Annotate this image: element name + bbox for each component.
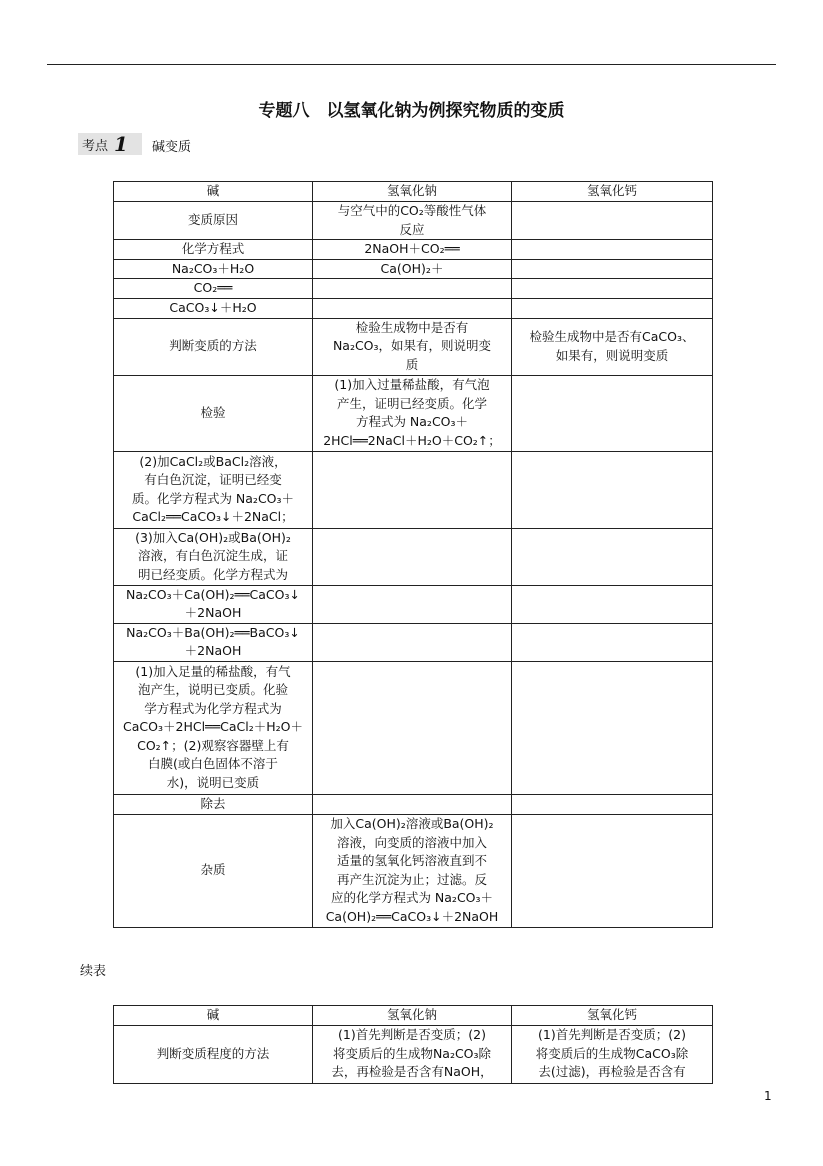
kaodian-title: 碱变质 xyxy=(152,140,192,155)
table-cell: 检验生成物中是否有CaCO₃、 如果有，则说明变质 xyxy=(512,318,713,375)
kaodian-badge xyxy=(78,133,142,155)
table-row xyxy=(114,528,713,585)
table-cell: (1)首先判断是否变质；(2) 将变质后的生成物Na₂CO₃除 去，再检验是否含有NaOH， xyxy=(313,1025,512,1083)
page-number: 1 xyxy=(764,1089,772,1103)
table-cell xyxy=(313,298,512,318)
table-cell: 加入Ca(OH)₂溶液或Ba(OH)₂ 溶液，向变质的溶液中加入 适量的氢氧化钙溶液直到不 再产生沉淀为止；过滤。反 应的化学方程式为 Na₂CO₃＋ Ca(OH)₂══CaCO₃↓＋2NaOH xyxy=(313,814,512,927)
table-row xyxy=(114,259,713,279)
table-cell xyxy=(512,298,713,318)
table-cell xyxy=(313,528,512,585)
header-cell: 氢氧化钠 xyxy=(313,182,512,202)
table-cell: 检验 xyxy=(114,375,313,451)
table-cell xyxy=(313,585,512,623)
table-row xyxy=(114,794,713,814)
table-cell xyxy=(512,279,713,299)
table-cell xyxy=(512,451,713,528)
table-cell: (1)首先判断是否变质；(2) 将变质后的生成物CaCO₃除 去(过滤)，再检验是否含有 xyxy=(512,1025,713,1083)
table-cell xyxy=(313,279,512,299)
table-row xyxy=(114,585,713,623)
table-cell xyxy=(512,528,713,585)
table-cell: 与空气中的CO₂等酸性气体 反应 xyxy=(313,202,512,240)
table-row xyxy=(114,318,713,375)
table-cell xyxy=(512,585,713,623)
header-rule xyxy=(47,64,776,65)
table-cell: 检验生成物中是否有 Na₂CO₃，如果有，则说明变 质 xyxy=(313,318,512,375)
table-cell: Ca(OH)₂＋ xyxy=(313,259,512,279)
table-cell xyxy=(313,623,512,661)
header-cell: 氢氧化钙 xyxy=(512,1006,713,1026)
table-cell xyxy=(313,661,512,794)
table-cell xyxy=(313,451,512,528)
header-cell: 氢氧化钠 xyxy=(313,1006,512,1026)
table-cell: 判断变质的方法 xyxy=(114,318,313,375)
table-cell xyxy=(512,623,713,661)
table-cell: 化学方程式 xyxy=(114,240,313,260)
table-cell xyxy=(512,814,713,927)
table-cell: Na₂CO₃＋H₂O xyxy=(114,259,313,279)
table-cell: (2)加CaCl₂或BaCl₂溶液， 有白色沉淀，证明已经变 质。化学方程式为 Na₂CO₃＋ CaCl₂══CaCO₃↓＋2NaCl； xyxy=(114,451,313,528)
table-row xyxy=(114,1025,713,1083)
table-row xyxy=(114,814,713,927)
kaodian-label: 考点 xyxy=(82,138,109,154)
table-header-row xyxy=(114,1006,713,1026)
table-cell: 杂质 xyxy=(114,814,313,927)
table-cell: CaCO₃↓＋H₂O xyxy=(114,298,313,318)
kaodian-number: 1 xyxy=(114,132,128,156)
table-cell: CO₂══ xyxy=(114,279,313,299)
table-cell xyxy=(512,202,713,240)
alkali-deterioration-table xyxy=(113,181,713,928)
table-cell: (1)加入过量稀盐酸，有气泡 产生，证明已经变质。化学 方程式为 Na₂CO₃＋ 2HCl══2NaCl＋H₂O＋CO₂↑； xyxy=(313,375,512,451)
alkali-deterioration-table-continued xyxy=(113,1005,713,1084)
table-cell: (1)加入足量的稀盐酸，有气 泡产生，说明已变质。化验 学方程式为化学方程式为 CaCO₃＋2HCl══CaCl₂＋H₂O＋ CO₂↑；(2)观察容器壁上有 白膜(或白色固体不溶于 水)，说明已变质 xyxy=(114,661,313,794)
table-cell: 2NaOH＋CO₂══ xyxy=(313,240,512,260)
table-row xyxy=(114,279,713,299)
table-row xyxy=(114,298,713,318)
table-cell: 除去 xyxy=(114,794,313,814)
continued-label: 续表 xyxy=(80,964,107,979)
header-cell: 氢氧化钙 xyxy=(512,182,713,202)
table-row xyxy=(114,202,713,240)
table-row xyxy=(114,375,713,451)
table-row xyxy=(114,451,713,528)
table-cell xyxy=(512,375,713,451)
table-cell: Na₂CO₃＋Ba(OH)₂══BaCO₃↓ ＋2NaOH xyxy=(114,623,313,661)
table-cell xyxy=(512,240,713,260)
table-cell xyxy=(313,794,512,814)
table-row xyxy=(114,623,713,661)
table-cell xyxy=(512,259,713,279)
page-title: 专题八 以氢氧化钠为例探究物质的变质 xyxy=(258,101,565,121)
header-cell: 碱 xyxy=(114,1006,313,1026)
table-cell: 变质原因 xyxy=(114,202,313,240)
table-row xyxy=(114,240,713,260)
table-header-row xyxy=(114,182,713,202)
table-cell xyxy=(512,661,713,794)
table-cell: Na₂CO₃＋Ca(OH)₂══CaCO₃↓ ＋2NaOH xyxy=(114,585,313,623)
header-cell: 碱 xyxy=(114,182,313,202)
table-cell: 判断变质程度的方法 xyxy=(114,1025,313,1083)
table-cell xyxy=(512,794,713,814)
table-cell: (3)加入Ca(OH)₂或Ba(OH)₂ 溶液，有白色沉淀生成，证 明已经变质。化学方程式为 xyxy=(114,528,313,585)
table-row xyxy=(114,661,713,794)
